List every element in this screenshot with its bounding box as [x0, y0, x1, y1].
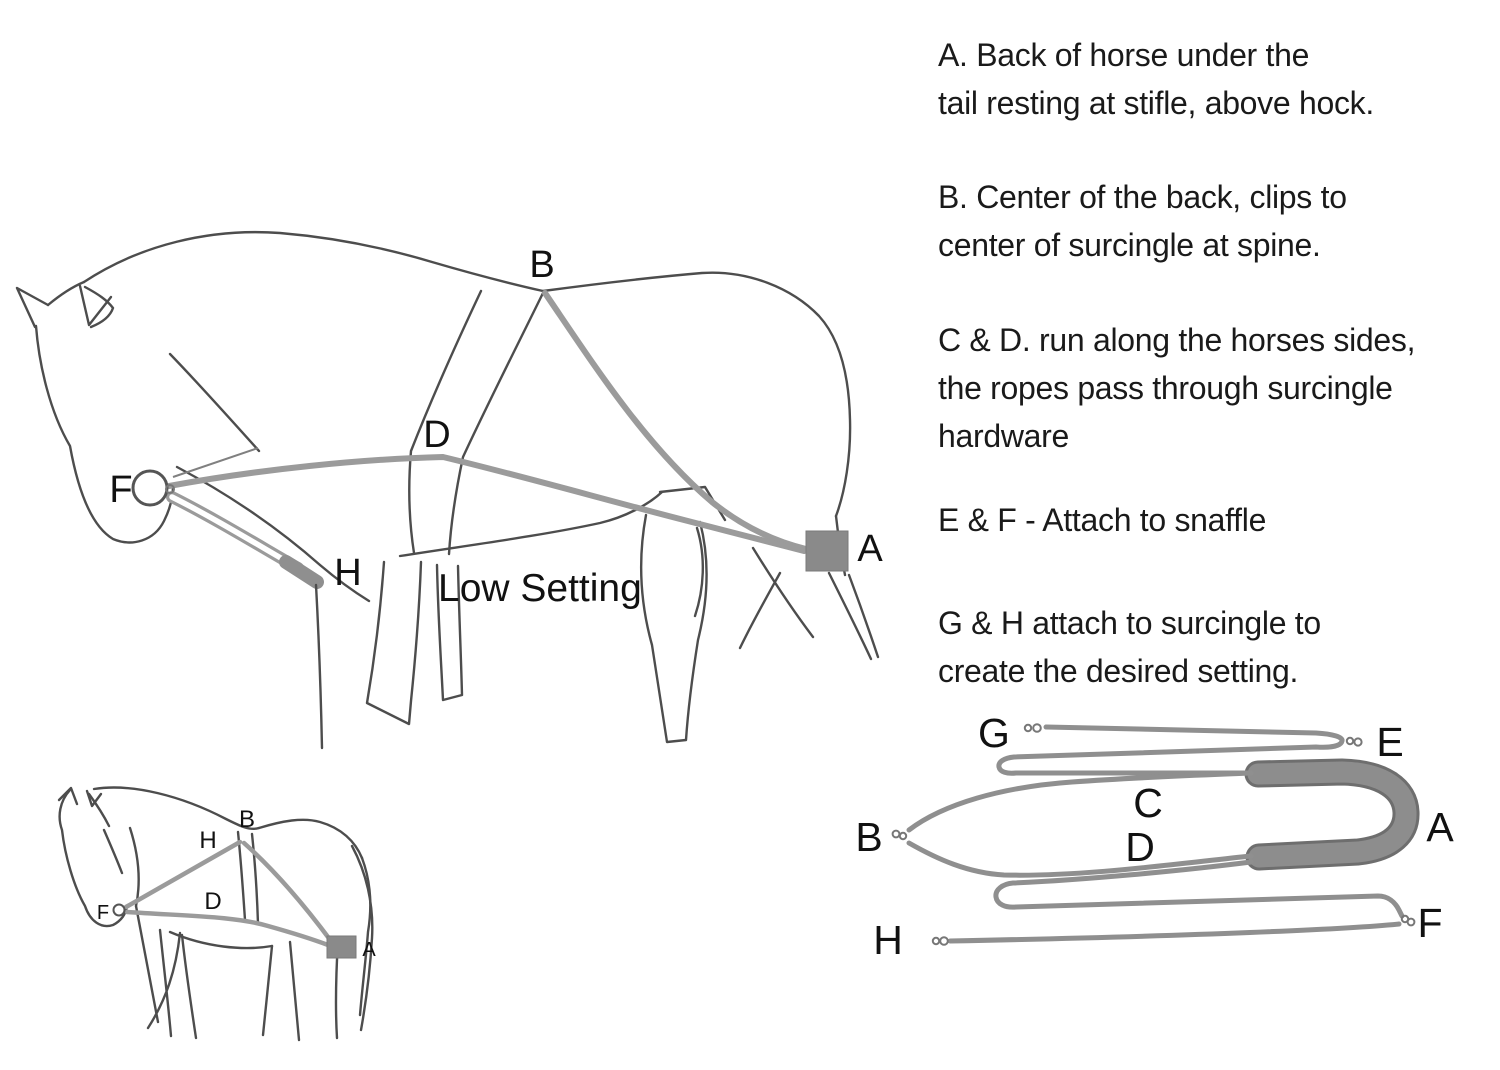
- small-horse-crest: [94, 788, 259, 829]
- legend-item-gh: G & H attach to surcingle to create the desired setting.: [938, 605, 1321, 689]
- rope-pad-bottom-to-f: [996, 862, 1402, 916]
- label-f-small: F: [96, 902, 110, 924]
- caption-low-setting: Low Setting: [438, 567, 642, 610]
- horse-poll: [48, 282, 84, 305]
- small-horse-front-legs: [136, 906, 196, 1038]
- small-horse-cheek: [104, 830, 122, 873]
- small-horse-figure: [59, 788, 376, 1040]
- horse-hind-leg-far: [740, 548, 813, 648]
- horse-hock-line: [695, 528, 703, 616]
- rope-layout-figure: [855, 710, 1454, 963]
- legend-item-a: A. Back of horse under the tail resting at stifle, above hock.: [938, 37, 1374, 121]
- label-d-small: D: [204, 888, 222, 915]
- small-rump-attachment-square: [327, 936, 356, 958]
- label-g-flat: G: [978, 710, 1010, 756]
- small-horse-neck-front: [130, 828, 139, 906]
- horse-hind-leg-near: [641, 515, 706, 742]
- label-f-large: F: [109, 469, 133, 511]
- label-f-flat: F: [1417, 900, 1443, 946]
- label-a-small: A: [362, 939, 376, 961]
- legend-item-cd: C & D. run along the horses sides, the ropes pass through surcingle hardware: [938, 322, 1416, 454]
- horse-ear-left: [17, 288, 48, 327]
- small-rope-to-withers: [126, 842, 240, 907]
- snap-clip-h-icon: [933, 937, 948, 945]
- horse-face: [36, 326, 173, 542]
- small-horse-back: [259, 820, 362, 858]
- rope-c-arc: [909, 773, 1251, 830]
- label-d-flat: D: [1125, 824, 1155, 870]
- snap-clip-e-icon: [1347, 738, 1362, 746]
- horse-cheek: [170, 354, 259, 451]
- label-h-large: H: [334, 552, 362, 594]
- legend-item-b: B. Center of the back, clips to center of surcingle at spine.: [938, 179, 1347, 263]
- horse-tail: [829, 573, 878, 659]
- rope-c-upper-side: [545, 293, 806, 549]
- snap-clip-g-icon: [1025, 724, 1041, 732]
- small-horse-belly: [170, 932, 272, 948]
- label-b-flat: B: [855, 814, 883, 860]
- label-d-large: D: [423, 414, 451, 456]
- label-a-large: A: [857, 528, 883, 570]
- label-c-flat: C: [1133, 780, 1163, 826]
- small-horse-forelock: [89, 794, 109, 826]
- horse-crest: [84, 232, 543, 291]
- rope-d-lower-side: [169, 457, 804, 551]
- bit-ring-icon: [133, 471, 167, 505]
- label-b-small: B: [238, 806, 256, 833]
- label-a-flat: A: [1426, 804, 1454, 850]
- large-horse-figure: [17, 232, 883, 748]
- label-e-flat: E: [1376, 719, 1404, 765]
- label-h-small: H: [199, 827, 217, 854]
- horse-front-leg-near: [367, 562, 421, 724]
- rope-f-to-h: [950, 924, 1399, 941]
- label-h-flat: H: [873, 917, 903, 963]
- label-b-large: B: [529, 244, 555, 286]
- large-horse-ropes: [133, 293, 848, 748]
- legend-item-ef: E & F - Attach to snaffle: [938, 502, 1267, 538]
- rump-attachment-square: [806, 531, 848, 571]
- small-rope-d: [127, 912, 328, 945]
- small-horse-ropes: [114, 842, 357, 958]
- snap-clip-b-icon: [893, 831, 907, 840]
- horse-back-rump: [543, 273, 850, 516]
- rope-h-end-cap: [286, 562, 317, 582]
- small-bit-ring-icon: [114, 905, 125, 916]
- rope-h-hanging-end: [316, 585, 322, 748]
